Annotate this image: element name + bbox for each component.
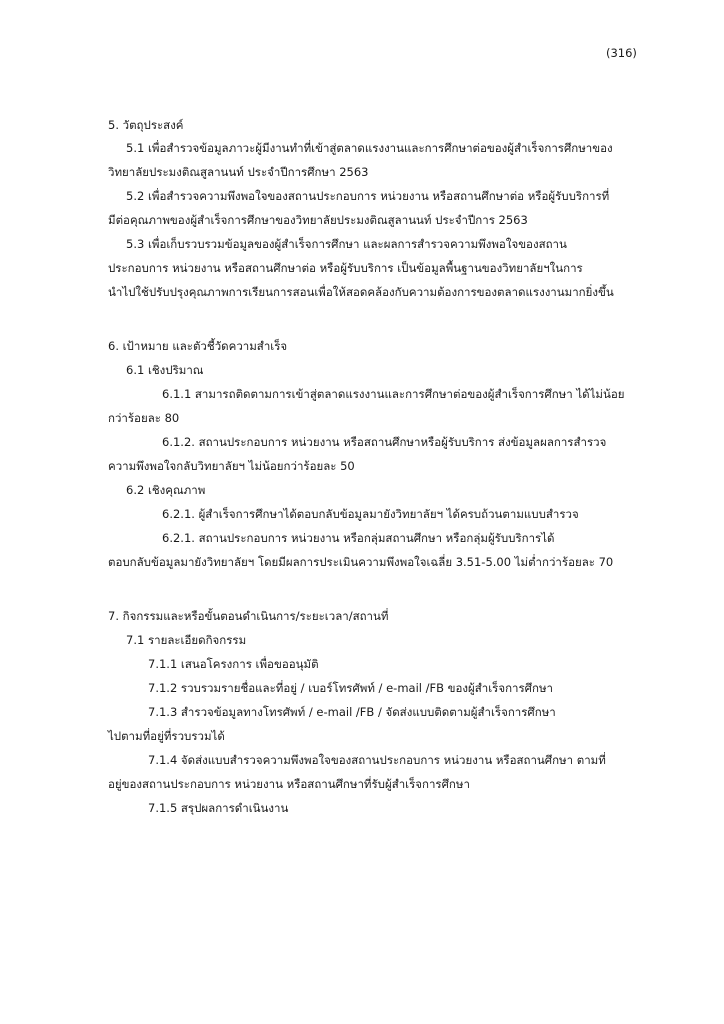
item-5-3-line-2: ประกอบการ หน่วยงาน หรือสถานศึกษาต่อ หรือผู้รับบริการ เป็นข้อมูลพื้นฐานของวิทยาลัยฯในการ [108, 261, 583, 275]
item-7-1-1: 7.1.1 เสนอโครงการ เพื่อขออนุมัติ [148, 657, 319, 671]
section-7-heading: 7. กิจกรรมและหรือขั้นตอนดำเนินการ/ระยะเวลา/สถานที่ [108, 609, 389, 623]
item-5-3-line-1: 5.3 เพื่อเก็บรวบรวมข้อมูลของผู้สำเร็จการศึกษา และผลการสำรวจความพึงพอใจของสถาน [126, 237, 567, 251]
item-5-3-line-3: นำไปใช้ปรับปรุงคุณภาพการเรียนการสอนเพื่อให้สอดคล้องกับความต้องการของตลาดแรงงานมากยิ่งขึ้น [108, 285, 614, 299]
item-6-1-2-line-2: ความพึงพอใจกลับวิทยาลัยฯ ไม่น้อยกว่าร้อยละ 50 [108, 459, 355, 473]
item-5-2-line-2: มีต่อคุณภาพของผู้สำเร็จการศึกษาของวิทยาลัยประมงติณสูลานนท์ ประจำปีการ 2563 [108, 213, 528, 227]
item-7-1-4-line-1: 7.1.4 จัดส่งแบบสำรวจความพึงพอใจของสถานประกอบการ หน่วยงาน หรือสถานศึกษา ตามที่ [148, 753, 606, 767]
item-5-2-line-1: 5.2 เพื่อสำรวจความพึงพอใจของสถานประกอบการ หน่วยงาน หรือสถานศึกษาต่อ หรือผู้รับบริการที่ [126, 189, 610, 203]
section-6-heading: 6. เป้าหมาย และตัวชี้วัดความสำเร็จ [108, 339, 288, 353]
page-number: (316) [606, 46, 637, 60]
item-5-1-line-2: วิทยาลัยประมงติณสูลานนท์ ประจำปีการศึกษา 2563 [108, 165, 369, 179]
section-5-heading: 5. วัตถุประสงค์ [108, 118, 184, 132]
item-7-1-3-line-1: 7.1.3 สำรวจข้อมูลทางโทรศัพท์ / e-mail /FB / จัดส่งแบบติดตามผู้สำเร็จการศึกษา [148, 705, 556, 719]
item-7-1-5: 7.1.5 สรุปผลการดำเนินงาน [148, 801, 289, 815]
item-6-1-1-line-1: 6.1.1 สามารถติดตามการเข้าสู่ตลาดแรงงานและการศึกษาต่อของผู้สำเร็จการศึกษา ได้ไม่น้อย [162, 387, 625, 401]
item-6-1-1-line-2: กว่าร้อยละ 80 [108, 411, 180, 425]
item-7-1-3-line-2: ไปตามที่อยู่ที่รวบรวมได้ [108, 729, 225, 743]
item-6-2: 6.2 เชิงคุณภาพ [126, 483, 206, 497]
item-7-1-2: 7.1.2 รวบรวมรายชื่อและที่อยู่ / เบอร์โทรศัพท์ / e-mail /FB ของผู้สำเร็จการศึกษา [148, 681, 553, 695]
item-6-2-1-b-line-1: 6.2.1. สถานประกอบการ หน่วยงาน หรือกลุ่มสถานศึกษา หรือกลุ่มผู้รับบริการได้ [162, 531, 555, 545]
item-5-1-line-1: 5.1 เพื่อสำรวจข้อมูลภาวะผู้มีงานทำที่เข้าสู่ตลาดแรงงานและการศึกษาต่อของผู้สำเร็จการศึกษาของ [126, 141, 613, 155]
item-6-1-2-line-1: 6.1.2. สถานประกอบการ หน่วยงาน หรือสถานศึกษาหรือผู้รับบริการ ส่งข้อมูลผลการสำรวจ [162, 435, 607, 449]
item-6-1: 6.1 เชิงปริมาณ [126, 363, 204, 377]
item-7-1-4-line-2: อยู่ของสถานประกอบการ หน่วยงาน หรือสถานศึกษาที่รับผู้สำเร็จการศึกษา [108, 777, 470, 791]
item-7-1: 7.1 รายละเอียดกิจกรรม [126, 633, 247, 647]
item-6-2-1-b-line-2: ตอบกลับข้อมูลมายังวิทยาลัยฯ โดยมีผลการประเมินความพึงพอใจเฉลี่ย 3.51-5.00 ไม่ต่ำกว่าร้อยละ 70 [108, 555, 614, 569]
item-6-2-1-a: 6.2.1. ผู้สำเร็จการศึกษาได้ตอบกลับข้อมูลมายังวิทยาลัยฯ ได้ครบถ้วนตามแบบสำรวจ [162, 507, 579, 521]
